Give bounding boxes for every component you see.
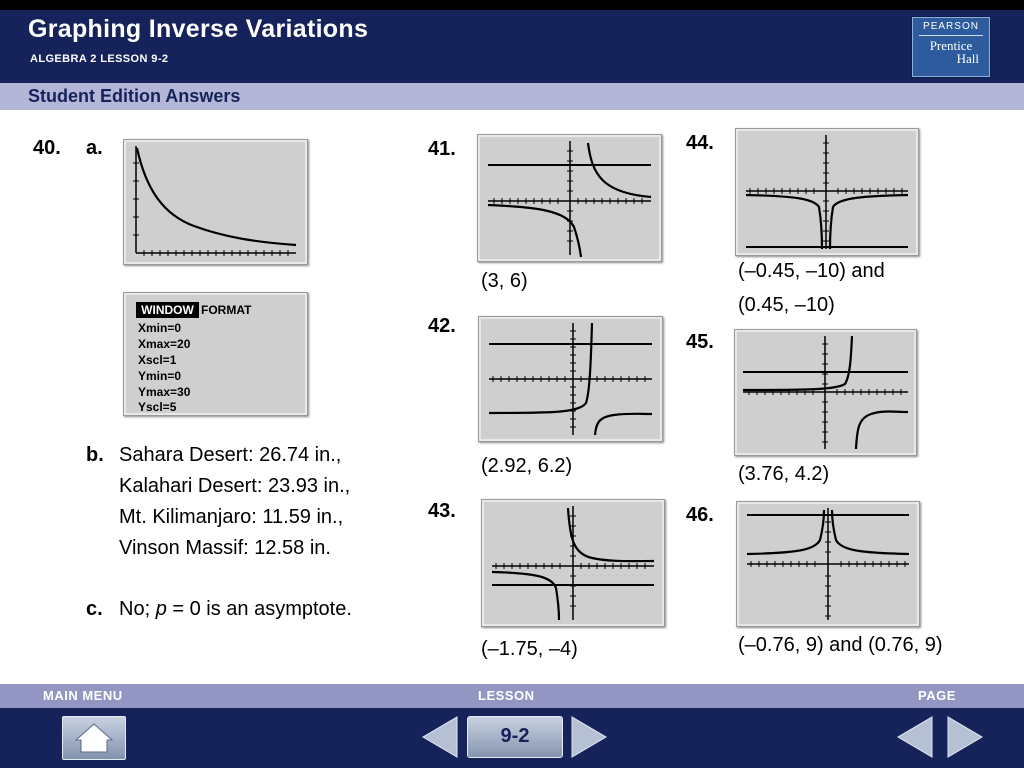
graph-45 (734, 329, 917, 456)
arrow-right-icon (572, 717, 606, 757)
answer-text-b: = 0 is an asymptote. (166, 598, 352, 620)
answer-line: Sahara Desert: 26.74 in., (119, 444, 342, 466)
lesson-prev-button[interactable] (421, 715, 459, 759)
main-menu-label: MAIN MENU (43, 688, 123, 703)
problem-40-number: 40. (33, 137, 61, 159)
problem-40c-label: c. (86, 598, 103, 620)
problem-40c-answer (119, 598, 352, 621)
window-line: Yscl=5 (138, 400, 177, 414)
problem-43-answer: (–1.75, –4) (481, 638, 578, 660)
window-line: Xmax=20 (138, 337, 191, 351)
answer-line: Kalahari Desert: 23.93 in., (119, 475, 351, 497)
problem-43-number: 43. (428, 500, 456, 522)
page-label: PAGE (918, 688, 956, 703)
problem-41-number: 41. (428, 138, 456, 160)
problem-46-answer: (–0.76, 9) and (0.76, 9) (738, 634, 943, 656)
window-line: Xscl=1 (138, 353, 177, 367)
graph-41 (477, 134, 662, 262)
page-prev-button[interactable] (896, 715, 934, 759)
arrow-left-icon (898, 717, 932, 757)
problem-44-answer-line-1: (–0.45, –10) and (738, 260, 885, 282)
window-menu-tab: WINDOW (136, 302, 199, 318)
page-title: Graphing Inverse Variations (28, 15, 369, 43)
top-border (0, 0, 1024, 10)
problem-41-answer: (3, 6) (481, 270, 528, 292)
problem-42-answer: (2.92, 6.2) (481, 455, 573, 477)
lesson-number-button[interactable]: 9-2 (467, 716, 563, 758)
arrow-left-icon (423, 717, 457, 757)
window-line: Ymax=30 (138, 385, 191, 399)
graph-46 (736, 501, 920, 627)
problem-46-number: 46. (686, 504, 714, 526)
variable-p: p (155, 598, 167, 620)
answer-line: Vinson Massif: 12.58 in. (119, 537, 331, 559)
publisher-logo (912, 17, 990, 77)
window-settings-screen (123, 292, 308, 416)
graph-43 (481, 499, 665, 627)
window-line: Xmin=0 (138, 321, 182, 335)
main-menu-button[interactable] (62, 716, 126, 760)
problem-40b-label: b. (86, 444, 104, 466)
graph-40a (123, 139, 308, 265)
logo-line-3: Hall (956, 51, 979, 66)
answer-line: Mt. Kilimanjaro: 11.59 in., (119, 506, 344, 528)
logo-line-1: PEARSON (923, 21, 979, 32)
problem-42-number: 42. (428, 315, 456, 337)
arrow-right-icon (948, 717, 982, 757)
home-icon (63, 717, 125, 759)
answer-text-a: No; (119, 598, 156, 620)
problem-44-answer-line-2: (0.45, –10) (738, 294, 835, 316)
problem-44-number: 44. (686, 132, 714, 154)
format-menu-tab: FORMAT (201, 303, 252, 317)
window-line: Ymin=0 (138, 369, 182, 383)
graph-42 (478, 316, 663, 442)
problem-45-answer: (3.76, 4.2) (738, 463, 830, 485)
lesson-label: LESSON (478, 688, 535, 703)
graph-44 (735, 128, 919, 256)
lesson-next-button[interactable] (570, 715, 608, 759)
lesson-subtitle: ALGEBRA 2 LESSON 9-2 (30, 53, 169, 65)
page-next-button[interactable] (946, 715, 984, 759)
problem-45-number: 45. (686, 331, 714, 353)
logo-line-2: Prentice (929, 38, 973, 53)
problem-40a-label: a. (86, 137, 103, 159)
section-title: Student Edition Answers (28, 86, 241, 106)
